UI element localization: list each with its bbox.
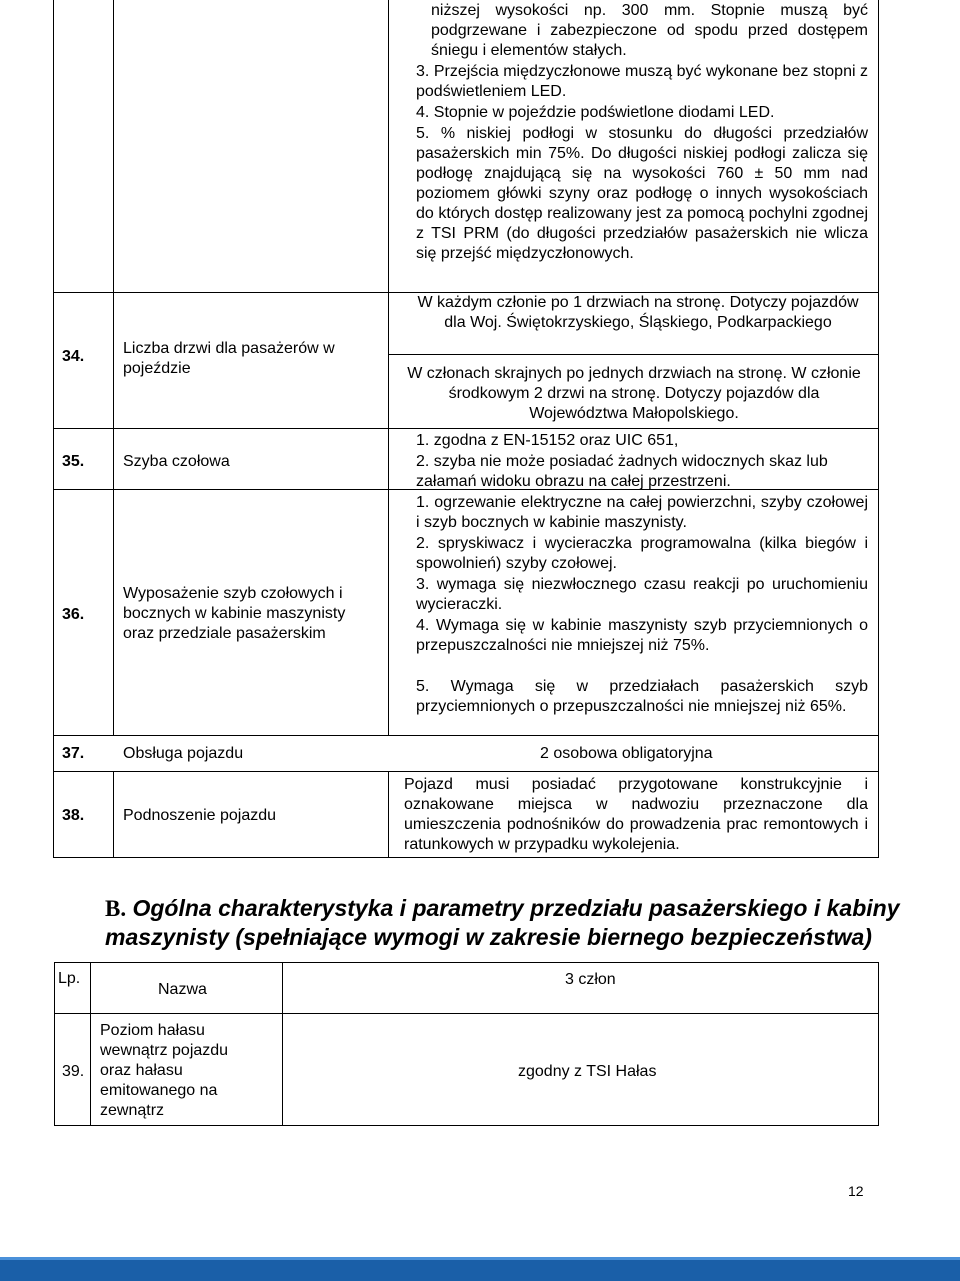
- table-border-left: [53, 0, 54, 858]
- bt-header-lp: Lp.: [58, 970, 81, 987]
- passages-item: 3. Przejścia międzyczłonowe muszą być wykonane bez stopni z podświetleniem LED.: [416, 63, 868, 100]
- row-separator: [53, 735, 879, 736]
- row-35-lp: 35.: [62, 453, 85, 470]
- bt-col-sep-1: [90, 962, 91, 1126]
- row-35-name: Szyba czołowa: [123, 453, 230, 470]
- bt-header-name: Nazwa: [158, 981, 207, 998]
- row-37-lp: 37.: [62, 745, 85, 762]
- row-36-item-2: 2. spryskiwacz i wycieraczka programowalna (kilka biegów i spowolnień) szyby czołowej.: [416, 535, 868, 572]
- section-b-heading: [105, 894, 905, 951]
- page-number: 12: [848, 1183, 864, 1199]
- row-34-name: Liczba drzwi dla pasażerów w pojeździe: [123, 340, 335, 377]
- table-border-bottom: [53, 857, 879, 858]
- row-36-item-5: 5. Wymaga się w przedziałach pasażerskich szyb przyciemnionych o przepuszczalności nie mniejszej niż 65%.: [416, 678, 868, 715]
- row-34-lp: 34.: [62, 348, 85, 365]
- bt-header-separator: [54, 1013, 879, 1014]
- bt-border-top: [54, 962, 879, 963]
- section-b-letter: B.: [105, 896, 127, 921]
- row-36-name: Wyposażenie szyb czołowych i bocznych w kabinie maszynisty oraz przedziale pasażerskim: [123, 585, 346, 642]
- bt-border-bottom: [54, 1125, 879, 1126]
- row-38-lp: 38.: [62, 807, 85, 824]
- row-35-item-2-text: 2. szyba nie może posiadać żadnych widocznych skaz lub załamań widoku obrazu na całej przestrzeni.: [416, 453, 828, 490]
- bt-row-39-name: Poziom hałasu wewnątrz pojazdu oraz hałasu emitowanego na zewnątrz: [100, 1022, 229, 1119]
- row-36-lp: 36.: [62, 606, 85, 623]
- row-36-item-1: 1. ogrzewanie elektryczne na całej powierzchni, szyby czołowej i szyb bocznych w kabinie maszynisty.: [416, 494, 868, 531]
- row-continuation-line-1: niższej wysokości np. 300 mm. Stopnie muszą być podgrzewane i zabezpieczone od spodu przed dostępem śniegu i elementów stałych.: [431, 2, 868, 59]
- footer-bar: [0, 1257, 960, 1281]
- row-separator: [53, 428, 879, 429]
- row-continuation-line-4: 4. Stopnie w pojeździe podświetlone diodami LED.: [416, 104, 775, 121]
- bt-row-39-value: zgodny z TSI Hałas: [518, 1063, 657, 1080]
- row-38-name: Podnoszenie pojazdu: [123, 807, 277, 824]
- column-separator-lp-2: [113, 771, 114, 858]
- row-38-value: Pojazd musi posiadać przygotowane konstrukcyjnie i oznakowane miejsca w nadwoziu przeznaczone dla umieszczenia podnośników do prowadzenia prac remontowych i ratunkowych w przypadku wykolejenia.: [404, 776, 868, 853]
- bt-row-39-lp: 39.: [62, 1063, 85, 1080]
- row-continuation-line-5: 5. % niskiej podłogi w stosunku do długości przedziałów pasażerskich min 75%. Do długości niskiej podłogi zalicza się podłogę znajdującą się na wysokości 760 ± 50 mm nad poziomem główki szyny oraz podłogę o innych wysokościach do których dostęp realizowany jest za pomocą pochylni zgodnej z TSI PRM (do długości przedziałów pasażerskich nie wlicza się przejść międzyczłonowych.: [416, 125, 868, 262]
- bt-header-value: 3 człon: [565, 971, 616, 988]
- row-continuation-line-3: [416, 62, 868, 102]
- column-separator-lp: [113, 0, 114, 735]
- row-36-item-3: 3. wymaga się niezwłocznego czasu reakcji po uruchomieniu wycieraczki.: [416, 576, 868, 613]
- section-b-title-text: Ogólna charakterystyka i parametry przedziału pasażerskiego i kabiny maszynisty (spełniające wymogi w zakresie biernego bezpieczeństwa): [105, 895, 900, 950]
- sub-row-separator: [388, 354, 879, 355]
- row-35-item-1: 1. zgodna z EN-15152 oraz UIC 651,: [416, 432, 679, 449]
- row-36-item-4: 4. Wymaga się w kabinie maszynisty szyb przyciemnionych o przepuszczalności nie mniejszej niż 75%.: [416, 617, 868, 654]
- bt-border-right: [878, 962, 879, 1126]
- row-separator: [53, 771, 879, 772]
- bt-col-sep-2: [282, 962, 283, 1126]
- row-35-item-2: [416, 452, 868, 492]
- column-separator-name: [388, 0, 389, 735]
- table-border-right: [878, 0, 879, 858]
- row-34-value-b: W członach skrajnych po jednych drzwiach na stronę. W członie środkowym 2 drzwi na stronę. Dotyczy pojazdów dla Województwa Małopolskiego.: [407, 365, 861, 422]
- row-37-name: Obsługa pojazdu: [123, 745, 244, 762]
- row-34-value-a: W każdym członie po 1 drzwiach na stronę. Dotyczy pojazdów dla Woj. Świętokrzyskiego, Śląskiego, Podkarpackiego: [417, 294, 859, 331]
- column-separator-name-2: [388, 771, 389, 858]
- bt-border-left: [54, 962, 55, 1126]
- row-37-value: 2 osobowa obligatoryjna: [540, 745, 713, 762]
